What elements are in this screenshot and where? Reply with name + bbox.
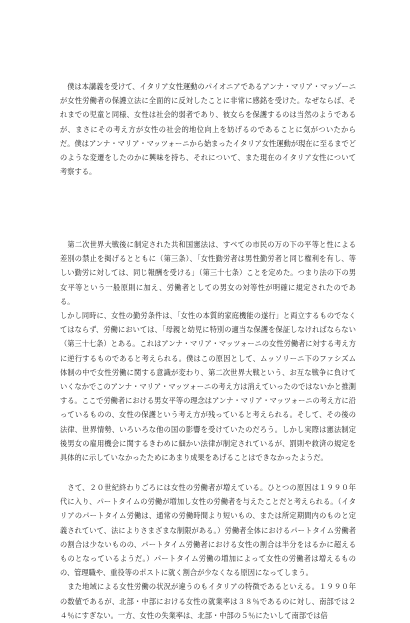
paragraph-text: さて、２０世紀終わりごろには女性の労働者が増えている。ひとつの原因は１９９０年代に入り、パートタイムの労働が増加し女性の労働者を与えたことだと考えられる。（イタリアのパートタイム労働は、通常の労働時間より短いもの、または所定期間内のものと定義されていて、法によりさまざまな制限がある。）労働者全体におけるパートタイム労働者の割合は少ないものの、パートタイム労働者における女性の割合は半分をはるかに超えるものとなっているようだ。）パートタイム労働の増加によって女性の労働者は増えるものの、管理職や、重役等のポストに就く割合が少なくなる原因になってしまう。 また地域による女性労働の状況が違うのもイタリアの特徴であるといえる。１９９０年の数値であるが、北部・中部における女性の就業率は３８％であるのに対し、南部では２４％にすぎない。一方、女性の失業率は、北部・中部の５％にたいして南部では倍	[60, 483, 356, 620]
paragraph-text: 第二次世界大戦後に制定された共和国憲法は、すべての市民の万の下の平等と性による差別の禁止を掲げるとともに（第三条）、「女性勤労者は男性勤労者と同じ権利を有し、等しい勤労に対しては、同じ報酬を受ける」（第三十七条）ことを定めた。つまり法の下の男女平等という一般原則に加え、労働者としての男女の対等性が明確に規定されたのである。 しかし同時に、女性の勤労条件は、「女性の本質的家庭機能の遂行」と両立するものでなくてはならず、労働においては、「母親と幼児に特別の適当な保護を保証しなければならない（第三十七条）とある。これはアンナ・マリア・マッツォーニの女性労働者に対する考え方に逆行するものであると考えられる。僕はこの原因として、ムッソリーニ下のファシズム体制の中で女性労働に関する意識が変わり、第二次世界大戦という、お互な戦争に負けていくなかでこのアンナ・マリア・マッツォーニの考え方は消えていったのではないかと推測する。ここで労働者における男女平等の理念はアンナ・マリア・マッツォーニの考え方に沿っているものの、女性の保護という考え方が残っていると考えられる。そして、その後の法律、世界情勢、いろいろな他の国の影響を受けていたのだろう。しかし実際は憲法制定後男女の雇用機会に関するきわめに細かい法律が制定されているが、罰則や救済の規定を具体的に示していなかったためにあまり成果をあげることはできなかったようだ。	[60, 240, 356, 463]
paragraph-introduction	[60, 80, 356, 179]
paragraph-late-20th-century	[60, 481, 356, 623]
paragraph-text: 僕は本講義を受けて、イタリア女性運動のパイオニアであるアンナ・マリア・マッゾーニが女性労働者の保護立法に全面的に反対したことに非常に感銘を受けた。なぜならば、それまでの児童と同様、女性は社会的弱者であり、彼女らを保護するのは当然のようであるが、まさにその考え方が女性の社会的地位向上を妨げるのであることに気がついたからだ。僕はアンナ・マリア・マッツォーニから始まったイタリア女性運動が現在に至るまでどのような変遷をしたのかに興味を持ち、それについて、また現在のイタリア女性について考察する。	[60, 82, 356, 177]
paragraph-postwar-constitution	[60, 238, 356, 465]
